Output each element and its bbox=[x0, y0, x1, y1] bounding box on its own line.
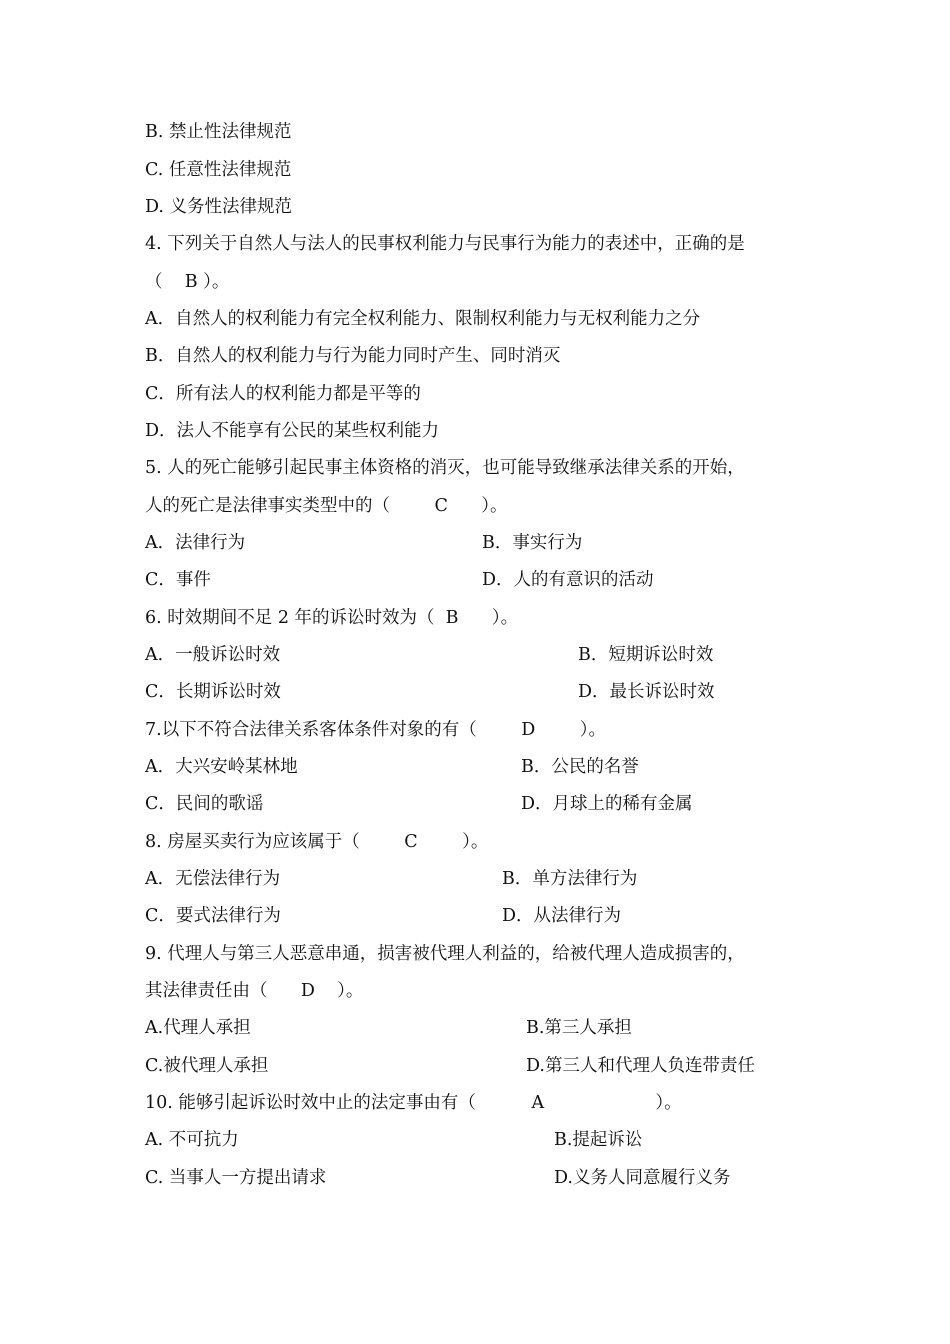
question-5-option-d: D．人的有意识的活动 bbox=[482, 570, 654, 590]
question-4-option-a: A．自然人的权利能力有完全权利能力、限制权利能力与无权利能力之分 bbox=[145, 309, 701, 329]
question-7-option-a: A．大兴安岭某林地 bbox=[145, 757, 298, 777]
question-5-option-b: B．事实行为 bbox=[482, 533, 583, 553]
question-9-option-a: A.代理人承担 bbox=[145, 1018, 251, 1038]
question-5-answer: 人的死亡是法律事实类型中的（ C ）。 bbox=[145, 496, 508, 516]
option-b-prev: B. 禁止性法律规范 bbox=[145, 122, 292, 142]
question-8-option-d: D．从法律行为 bbox=[502, 906, 622, 926]
question-6-option-b: B．短期诉讼时效 bbox=[578, 645, 714, 665]
question-4-option-c: C．所有法人的权利能力都是平等的 bbox=[145, 384, 421, 404]
question-8-option-c: C．要式法律行为 bbox=[145, 906, 281, 926]
question-8-option-a: A．无偿法律行为 bbox=[145, 869, 281, 889]
question-9-option-b: B.第三人承担 bbox=[526, 1018, 632, 1038]
question-8-option-b: B．单方法律行为 bbox=[502, 869, 638, 889]
question-10-stem: 10. 能够引起诉讼时效中止的法定事由有（ A ）。 bbox=[145, 1093, 682, 1113]
question-5-stem: 5. 人的死亡能够引起民事主体资格的消灭，也可能导致继承法律关系的开始， bbox=[145, 458, 745, 478]
question-4-option-d: D．法人不能享有公民的某些权利能力 bbox=[145, 421, 440, 441]
question-4-option-b: B．自然人的权利能力与行为能力同时产生、同时消灭 bbox=[145, 346, 561, 366]
question-10-option-b: B.提起诉讼 bbox=[554, 1130, 643, 1150]
question-4-stem: 4. 下列关于自然人与法人的民事权利能力与民事行为能力的表述中，正确的是 bbox=[145, 234, 745, 254]
question-10-option-a: A. 不可抗力 bbox=[145, 1130, 239, 1150]
question-9-option-d: D.第三人和代理人负连带责任 bbox=[526, 1056, 755, 1076]
question-9-option-c: C.被代理人承担 bbox=[145, 1056, 269, 1076]
question-9-answer: 其法律责任由（ D ）。 bbox=[145, 981, 364, 1001]
question-10-option-d: D.义务人同意履行义务 bbox=[554, 1168, 731, 1188]
question-7-option-d: D．月球上的稀有金属 bbox=[521, 794, 693, 814]
question-9-stem: 9. 代理人与第三人恶意串通，损害被代理人利益的，给被代理人造成损害的， bbox=[145, 944, 745, 964]
question-6-option-d: D．最长诉讼时效 bbox=[578, 682, 715, 702]
question-5-option-c: C．事件 bbox=[145, 570, 211, 590]
question-6-option-a: A．一般诉讼时效 bbox=[145, 645, 281, 665]
question-6-option-c: C．长期诉讼时效 bbox=[145, 682, 281, 702]
question-7-option-c: C．民间的歌谣 bbox=[145, 794, 264, 814]
question-4-answer: （ B ）。 bbox=[145, 272, 230, 292]
question-10-option-c: C. 当事人一方提出请求 bbox=[145, 1168, 327, 1188]
option-c-prev: C. 任意性法律规范 bbox=[145, 160, 292, 180]
question-8-stem: 8. 房屋买卖行为应该属于（ C ）。 bbox=[145, 832, 489, 852]
question-5-option-a: A．法律行为 bbox=[145, 533, 246, 553]
option-d-prev: D. 义务性法律规范 bbox=[145, 197, 293, 217]
question-7-option-b: B．公民的名誉 bbox=[521, 757, 639, 777]
question-7-stem: 7.以下不符合法律关系客体条件对象的有（ D ）。 bbox=[145, 720, 606, 740]
question-6-stem: 6. 时效期间不足 2 年的诉讼时效为（ B ）。 bbox=[145, 608, 519, 628]
